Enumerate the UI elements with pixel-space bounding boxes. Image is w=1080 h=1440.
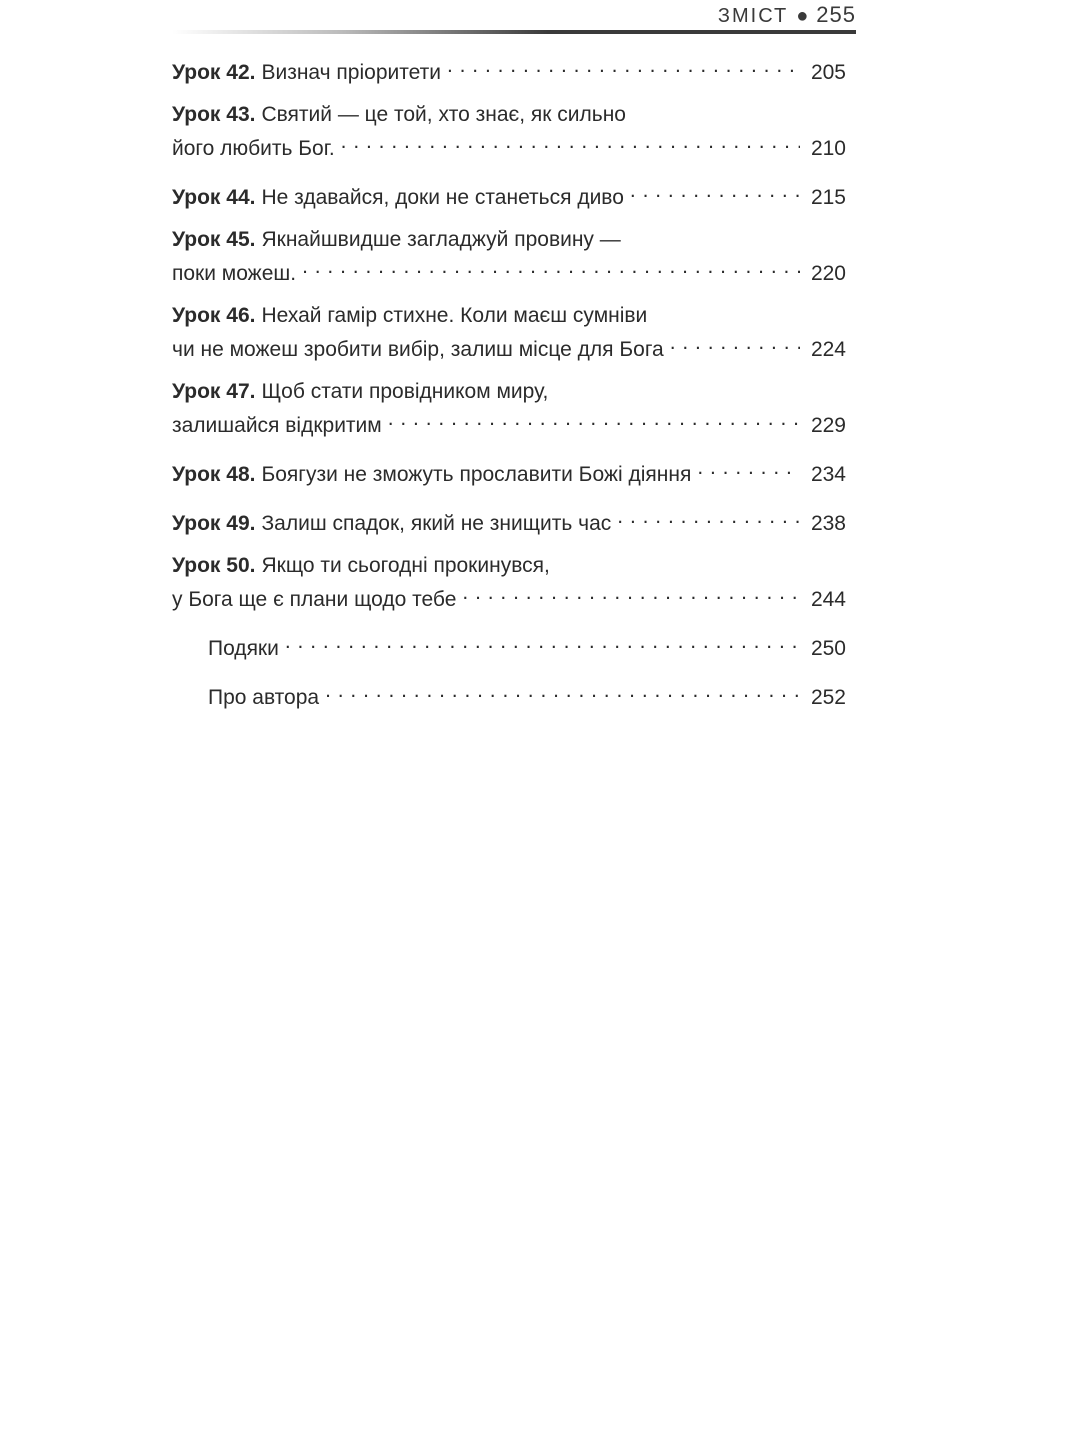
lesson-title-part: Щоб стати провідником миру, [261, 380, 549, 403]
dot-leader [630, 177, 800, 204]
toc-entry[interactable] [172, 177, 846, 211]
toc-entry-line [172, 579, 846, 613]
lesson-title: у Бога ще є плани щодо тебе [172, 588, 457, 611]
toc-entry[interactable] [172, 226, 846, 287]
toc-entry-line [172, 302, 846, 329]
lesson-label: Урок 46. [172, 304, 256, 327]
dot-leader [697, 454, 800, 481]
dot-leader [302, 253, 800, 280]
lesson-label: Урок 49. [172, 512, 256, 535]
toc-entry-line [172, 329, 846, 363]
dot-leader [325, 677, 800, 704]
toc-entry-line [172, 128, 846, 162]
toc-entry-line [172, 101, 846, 128]
header-rule [172, 30, 856, 34]
lesson-title-part: Якнайшвидше загладжуй провину — [261, 228, 621, 251]
header-bullet-icon: ● [796, 5, 809, 27]
lesson-label: Урок 43. [172, 103, 256, 126]
lesson-title: Подяки [208, 637, 279, 660]
toc-entry[interactable] [172, 52, 846, 86]
dot-leader [670, 329, 800, 356]
header-page-number: 255 [816, 2, 856, 27]
toc-entry[interactable] [172, 552, 846, 613]
lesson-label: Урок 45. [172, 228, 256, 251]
lesson-title: залишайся відкритим [172, 414, 382, 437]
lesson-label: Урок 50. [172, 554, 256, 577]
toc-entry[interactable] [172, 101, 846, 162]
lesson-title: Про автора [208, 686, 320, 709]
lesson-title: його любить Бог. [172, 137, 335, 160]
running-header [172, 0, 856, 40]
toc-entry-line [172, 454, 846, 488]
lesson-label: Урок 42. [172, 61, 256, 84]
table-of-contents [172, 52, 846, 726]
page-number: 244 [810, 588, 846, 611]
dot-leader [285, 628, 800, 655]
lesson-title: Визнач пріоритети [261, 61, 441, 84]
lesson-title: Не здавайся, доки не станеться диво [261, 186, 624, 209]
page-number: 205 [810, 61, 846, 84]
page-number: 252 [810, 686, 846, 709]
toc-entry-line [208, 677, 846, 711]
toc-entry-line [172, 378, 846, 405]
page-number: 220 [810, 262, 846, 285]
page-number: 215 [810, 186, 846, 209]
lesson-title-part: Якщо ти сьогодні прокинувся, [261, 554, 550, 577]
toc-entry-line [172, 52, 846, 86]
toc-entry[interactable] [172, 378, 846, 439]
header-text [710, 2, 856, 28]
toc-entry-line [172, 503, 846, 537]
toc-entry-line [172, 177, 846, 211]
toc-entry[interactable] [172, 677, 846, 711]
lesson-label: Урок 44. [172, 186, 256, 209]
page-number: 234 [810, 463, 846, 486]
dot-leader [447, 52, 800, 79]
lesson-title: Залиш спадок, який не знищить час [261, 512, 612, 535]
toc-entry-line [172, 226, 846, 253]
toc-entry[interactable] [172, 302, 846, 363]
page-number: 210 [810, 137, 846, 160]
toc-entry[interactable] [172, 454, 846, 488]
page-number: 250 [810, 637, 846, 660]
dot-leader [617, 503, 800, 530]
toc-entry-line [172, 405, 846, 439]
page-number: 238 [810, 512, 846, 535]
dot-leader [462, 579, 800, 606]
lesson-label: Урок 48. [172, 463, 256, 486]
lesson-title-part: Святий — це той, хто знає, як сильно [261, 103, 626, 126]
lesson-title: чи не можеш зробити вибір, залиш місце для Бога [172, 338, 664, 361]
page-number: 229 [810, 414, 846, 437]
toc-entry-line [208, 628, 846, 662]
lesson-label: Урок 47. [172, 380, 256, 403]
header-section-title: ЗМІСТ [717, 5, 789, 27]
toc-entry[interactable] [172, 503, 846, 537]
page-number: 224 [810, 338, 846, 361]
lesson-title: Боягузи не зможуть прославити Божі діяння [261, 463, 692, 486]
toc-entry-line [172, 253, 846, 287]
dot-leader [388, 405, 800, 432]
lesson-title-part: Нехай гамір стихне. Коли маєш сумніви [261, 304, 648, 327]
toc-entry[interactable] [172, 628, 846, 662]
dot-leader [341, 128, 800, 155]
toc-entry-line [172, 552, 846, 579]
lesson-title: поки можеш. [172, 262, 297, 285]
